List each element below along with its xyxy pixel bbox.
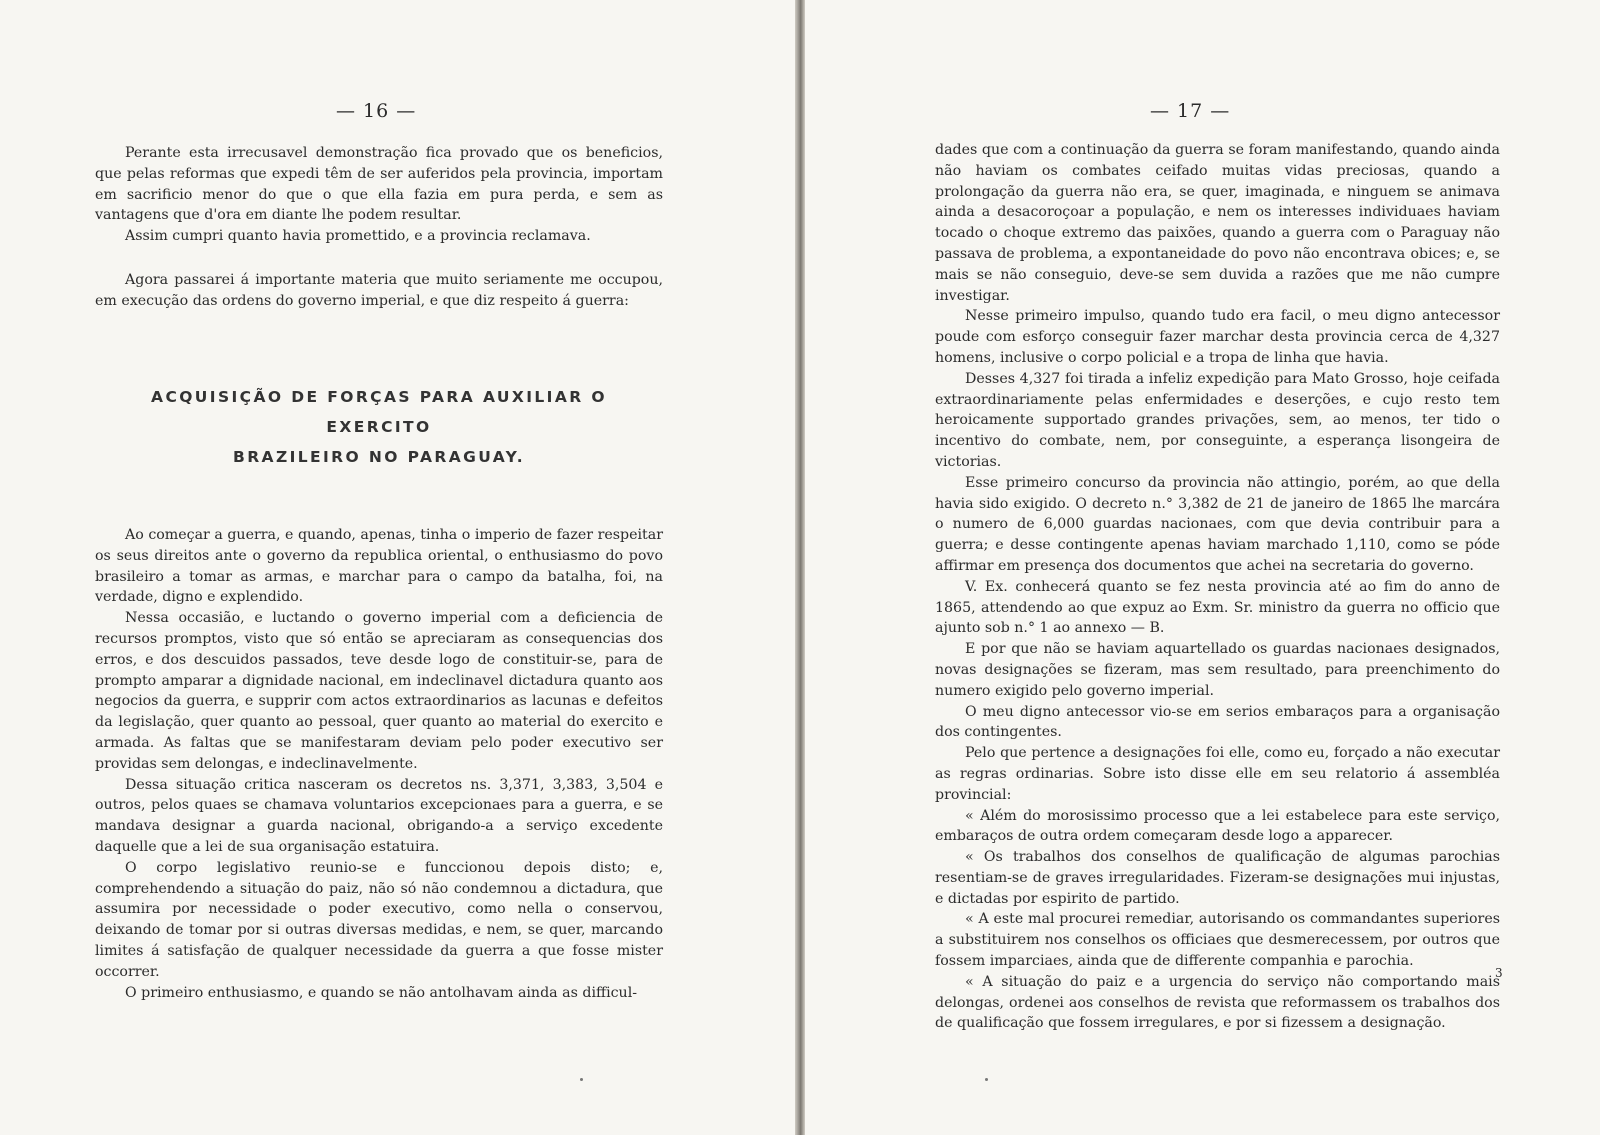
paragraph: Pelo que pertence a designações foi elle, como eu, forçado a não executar as regras ordinarias. Sobre isto disse elle em seu relatorio á assembléa provincial: xyxy=(935,745,1500,803)
paragraph: Agora passarei á importante materia que muito seriamente me occupou, em execução das ordens do governo imperial, e que diz respeito á guerra: xyxy=(95,272,663,309)
heading-line-1: ACQUISIÇÃO DE FORÇAS PARA AUXILIAR O EXERCITO xyxy=(151,388,607,436)
right-page xyxy=(805,0,1600,1135)
paragraph: E por que não se haviam aquartellado os guardas nacionaes designados, novas designações se fizeram, mas sem resultado, para preenchimento do numero exigido pelo governo imperial. xyxy=(935,641,1500,699)
book-gutter xyxy=(795,0,805,1135)
page-number-right: — 17 — xyxy=(1150,100,1231,122)
quote-paragraph: « Os trabalhos dos conselhos de qualificação de algumas parochias resentiam-se de graves irregularidades. Fizeram-se designações mui injustas, e dictadas por espirito de partido. xyxy=(935,849,1500,907)
paragraph: V. Ex. conhecerá quanto se fez nesta provincia até ao fim do anno de 1865, attendendo ao que expuz ao Exm. Sr. ministro da guerra no officio que ajunto sob n.° 1 ao annexo — B. xyxy=(935,578,1500,637)
page-speck xyxy=(985,1078,988,1081)
signature-mark: 3 xyxy=(1495,966,1503,980)
quote-paragraph: « Além do morosissimo processo que a lei estabelece para este serviço, embaraços de outra ordem começaram desde logo a apparecer. xyxy=(935,807,1500,845)
paragraph: O corpo legislativo reunio-se e funccionou depois disto; e, comprehendendo a situação do paiz, não só não condemnou a dictadura, que assumira por necessidade o poder executivo, como nella o conservou, deixando de tomar por si outras diversas medidas, e nem, se quer, marcando limites á satisfação de qualquer necessidade da guerra a que fosse mister occorrer. xyxy=(95,859,663,980)
body-section-right xyxy=(935,140,1500,1034)
section-heading xyxy=(95,382,663,472)
body-section-left xyxy=(95,525,663,1003)
page-speck xyxy=(580,1078,583,1081)
paragraph: Nesse primeiro impulso, quando tudo era facil, o meu digno antecessor poude com esforço conseguir fazer marchar desta provincia cerca de 4,327 homens, inclusive o corpo policial e a tropa de linha que havia. xyxy=(935,308,1500,366)
paragraph: Perante esta irrecusavel demonstração fica provado que os beneficios, que pelas reformas que expedi têm de ser auferidos pela provincia, importam em sacrificio menor do que o que ella fazia em pura perda, e sem as vantagens que d'ora em diante lhe podem resultar. xyxy=(95,145,663,224)
transition-section xyxy=(95,270,663,312)
paragraph: O meu digno antecessor vio-se em serios embaraços para a organisação dos contingentes. xyxy=(935,703,1500,741)
intro-section xyxy=(95,143,663,247)
paragraph: Assim cumpri quanto havia promettido, e a provincia reclamava. xyxy=(125,228,591,245)
paragraph: Nessa occasião, e luctando o governo imperial com a deficiencia de recursos promptos, visto que só então se apreciaram as consequencias dos erros, e dos descuidos passados, teve desde logo de constituir-se, para de prompto amparar a dignidade nacional, em indeclinavel dictadura quanto aos negocios da guerra, e supprir com actos extraordinarios as lacunas e defeitos da legislação, quer quanto ao pessoal, quer quanto ao material do exercito e armada. As faltas que se manifestaram deviam pelo poder executivo ser providas sem delongas, e indeclinavelmente. xyxy=(95,610,663,772)
paragraph: Ao começar a guerra, e quando, apenas, tinha o imperio de fazer respeitar os seus direitos ante o governo da republica oriental, o enthusiasmo do povo brasileiro a tomar as armas, e marchar para o campo da batalha, foi, na verdade, digno e explendido. xyxy=(95,527,663,606)
left-page xyxy=(0,0,795,1135)
quote-paragraph: « A este mal procurei remediar, autorisando os commandantes superiores a substituirem nos conselhos os officiaes que desmerecessem, por outros que fossem imparciaes, ainda que de differente companhia e parochia. xyxy=(935,911,1500,970)
page-number-left: — 16 — xyxy=(336,100,417,122)
heading-line-2: BRAZILEIRO NO PARAGUAY. xyxy=(233,448,525,466)
paragraph: Dessa situação critica nasceram os decretos ns. 3,371, 3,383, 3,504 e outros, pelos quaes se chamava voluntarios excepcionaes para a guerra, e se mandava designar a guarda nacional, obrigando-a a serviço excedente daquelle que a lei de sua organisação estatuira. xyxy=(95,776,663,855)
quote-paragraph: « A situação do paiz e a urgencia do serviço não comportando mais delongas, ordenei aos conselhos de revista que reformassem os trabalhos dos de qualificação que fossem irregulares, e por si fizessem a designação. xyxy=(935,973,1500,1032)
paragraph: O primeiro enthusiasmo, e quando se não antolhavam ainda as difficul- xyxy=(125,984,638,1001)
paragraph: Esse primeiro concurso da provincia não attingio, porém, ao que della havia sido exigido. O decreto n.° 3,382 de 21 de janeiro de 1865 lhe marcára o numero de 6,000 guardas nacionaes, com que devia contribuir para a guerra; e desse contingente apenas haviam marchado 1,110, como se póde affirmar em presença dos documentos que achei na secretaria do governo. xyxy=(935,474,1500,574)
paragraph: dades que com a continuação da guerra se foram manifestando, quando ainda não haviam os combates ceifado muitas vidas preciosas, quando a prolongação da guerra não era, se quer, imaginada, e ninguem se animava ainda a desacoroçoar a população, e nem os interesses individuaes haviam tocado o choque extremo das paixões, quando a guerra com o Paraguay não passava de problema, a expontaneidade do povo não encontrava obices; e, se mais se não conseguio, deve-se sem duvida a razões que me não cumpre investigar. xyxy=(935,142,1500,304)
paragraph: Desses 4,327 foi tirada a infeliz expedição para Mato Grosso, hoje ceifada extraordinariamente pelas enfermidades e deserções, e cujo resto tem heroicamente supportado grandes privações, sem, ao menos, ter tido o incentivo do combate, nem, por conseguinte, a esperança lisongeira de victorias. xyxy=(935,370,1500,470)
